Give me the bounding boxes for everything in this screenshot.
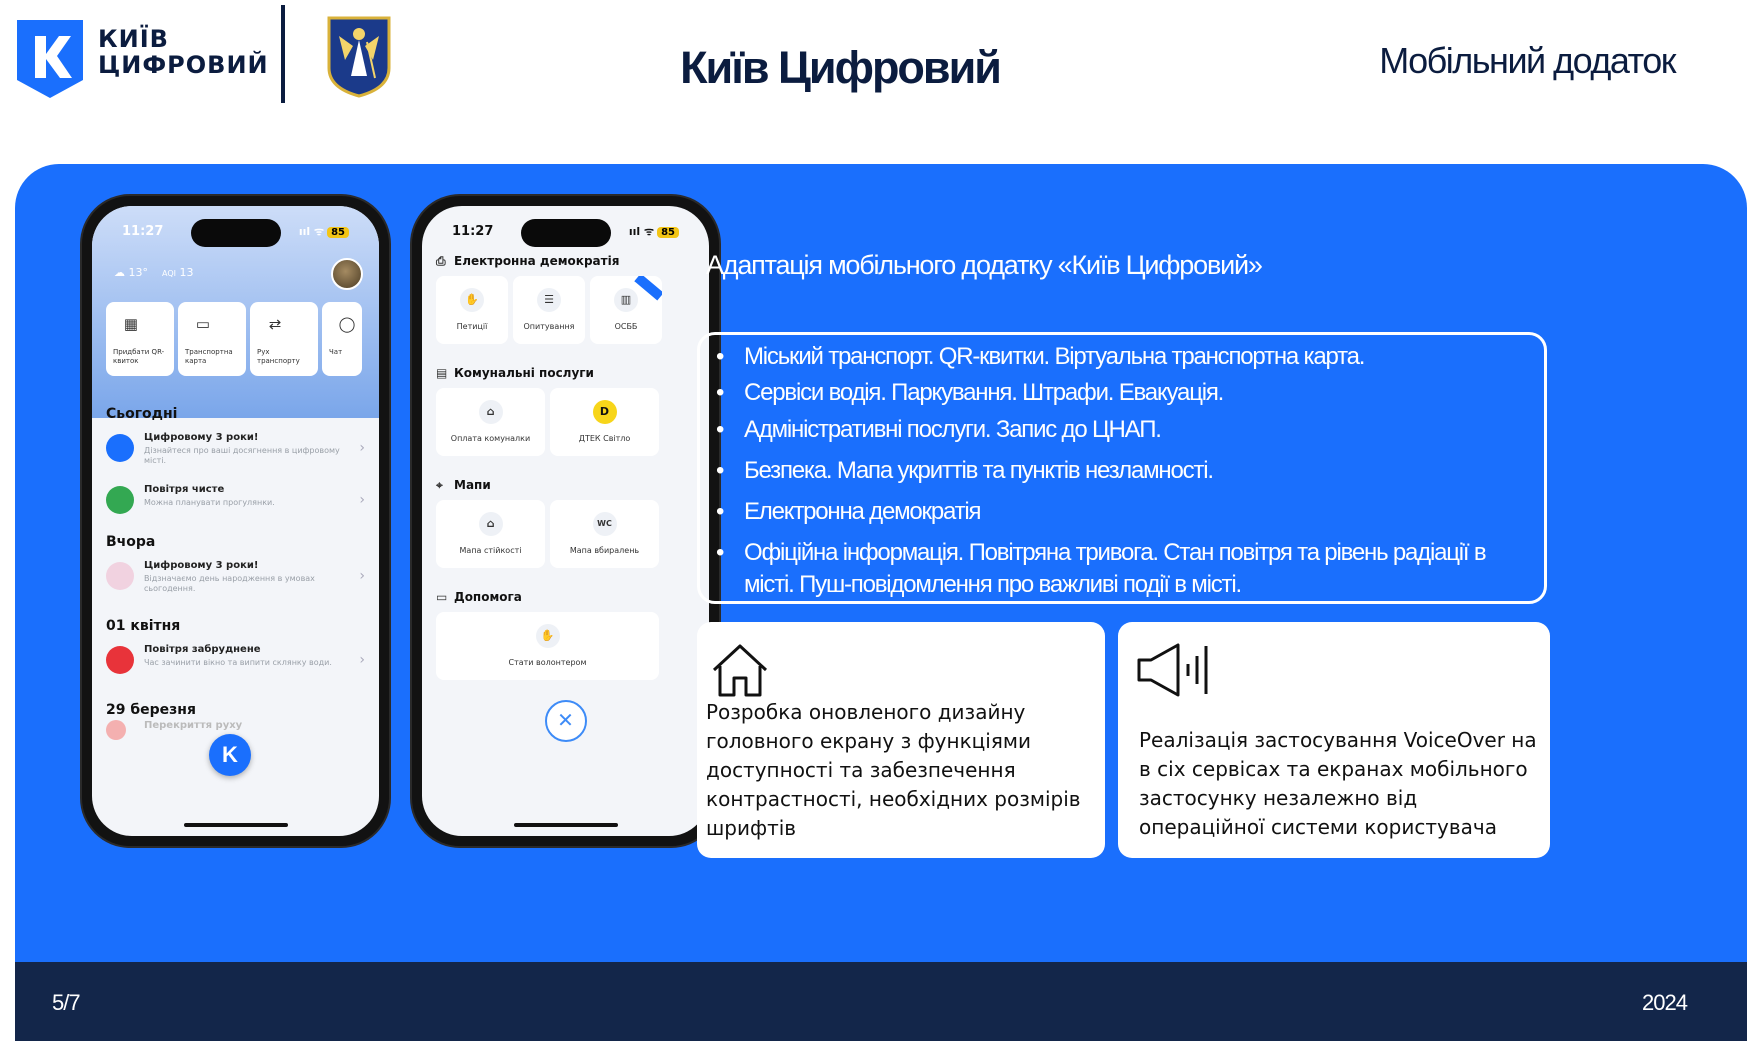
list-item[interactable] <box>106 642 365 694</box>
service-card-toilet-map[interactable] <box>550 500 659 568</box>
tile-label: Чат <box>329 348 343 356</box>
tile-transport-traffic[interactable] <box>250 302 318 376</box>
tile-label: Транспортна карта <box>185 348 233 365</box>
feature-list <box>712 341 1534 613</box>
kyiv-coat-of-arms-icon <box>327 16 391 98</box>
feature-item: • Офіційна інформація. Повітряна тривога. Стан повітря та рівень радіації в місті. Пуш-повідомлення про важливі події в місті. <box>712 537 1534 601</box>
section-heading <box>436 590 695 612</box>
item-subtitle: Відзначаємо день народження в умовах сьогодення. <box>144 574 315 593</box>
phone-home-screen <box>92 206 379 836</box>
section-heading <box>436 478 695 500</box>
kyiv-fab-button[interactable]: K <box>209 734 251 776</box>
fan-icon <box>106 486 134 514</box>
phone-home-mockup <box>82 196 389 846</box>
footer-bar <box>15 962 1747 1041</box>
item-subtitle: Дізнайтеся про ваші досягнення в цифровому місті. <box>144 446 340 465</box>
feature-item: • Адміністративні послуги. Запис до ЦНАП. <box>712 414 1534 446</box>
party-icon <box>106 562 134 590</box>
card-label: Стати волонтером <box>508 658 587 667</box>
battery-icon: 85 <box>327 227 349 238</box>
logo-text-line1: КИЇВ <box>98 25 169 53</box>
home-icon: ⌂ <box>479 400 503 424</box>
status-icons <box>629 224 679 239</box>
logo-text <box>98 26 269 78</box>
fan-icon <box>106 646 134 674</box>
service-card-polls[interactable] <box>513 276 585 344</box>
chevron-right-icon: › <box>359 568 365 584</box>
card-label: Мапа стійкості <box>459 546 522 555</box>
tile-label: Рух транспорту <box>257 348 300 365</box>
house-icon <box>710 642 770 698</box>
speaker-icon <box>1136 642 1212 698</box>
section-e-democracy <box>436 254 695 344</box>
signal-wifi-icon: ııl ᯤ <box>628 225 655 238</box>
aqi-value: 13 <box>179 266 194 279</box>
card-label: ОСББ <box>614 322 638 331</box>
design-card <box>697 622 1105 858</box>
service-card-dtek[interactable] <box>550 388 659 456</box>
qr-icon: ▦ <box>123 316 139 333</box>
feed-heading: 29 березня <box>106 702 196 718</box>
status-icons <box>299 224 349 239</box>
adaptation-title: Адаптація мобільного додатку «Київ Цифровий» <box>706 250 1262 280</box>
card-label: ДТЕК Світло <box>578 434 631 443</box>
card-row <box>436 276 695 344</box>
section-heading <box>436 254 695 276</box>
service-card-volunteer[interactable] <box>436 612 659 680</box>
cloud-icon: ☁ <box>114 266 125 279</box>
section-help <box>436 590 695 680</box>
slide-title: Київ Цифровий <box>680 42 1000 93</box>
chevron-right-icon: › <box>359 652 365 668</box>
feature-item: • Сервіси водія. Паркування. Штрафи. Евакуація. <box>712 377 1534 409</box>
section-maps <box>436 478 695 568</box>
footer-year: 2024 <box>1642 990 1687 1015</box>
feature-item: • Безпека. Мапа укриттів та пунктів незламності. <box>712 455 1534 487</box>
tile-chat[interactable] <box>322 302 362 376</box>
feature-item: • Електронна демократія <box>712 496 1534 528</box>
status-time: 11:27 <box>122 224 164 239</box>
tile-qr-ticket[interactable] <box>106 302 174 376</box>
service-card-osbb[interactable] <box>590 276 662 344</box>
battery-icon: 85 <box>657 227 679 238</box>
status-time: 11:27 <box>452 224 494 239</box>
weather-temp: 13° <box>128 266 148 279</box>
voiceover-card-text: Реалізація застосування VoiceOver на в сіх сервісах та екранах мобільного застосунку незалежно від операційної системи користувача <box>1139 728 1537 839</box>
dtek-logo-icon: D <box>593 400 617 424</box>
aqi-label: AQI <box>162 269 176 278</box>
kyiv-logo-icon <box>106 434 134 462</box>
list-item[interactable] <box>106 558 365 610</box>
route-icon: ⇄ <box>268 316 282 333</box>
alert-icon <box>106 720 126 740</box>
page-number: 5/7 <box>52 990 80 1015</box>
chevron-right-icon: › <box>359 492 365 508</box>
chat-bubble-icon: ▭ <box>436 590 448 604</box>
kyiv-digital-logo-icon <box>15 18 85 100</box>
chevron-right-icon: › <box>359 440 365 456</box>
weather-widget[interactable] <box>114 266 194 279</box>
feed-heading: 01 квітня <box>106 618 181 634</box>
quick-tiles <box>106 302 366 376</box>
list-item[interactable] <box>106 430 365 474</box>
item-title: Повітря забруднене <box>144 644 261 655</box>
tile-label: Придбати QR-квиток <box>113 348 165 365</box>
shelter-icon: ⌂ <box>479 512 503 536</box>
signal-wifi-icon: ııl ᯤ <box>298 225 325 238</box>
building-icon: ▥ <box>614 288 638 312</box>
avatar[interactable] <box>331 258 363 290</box>
section-heading <box>436 366 695 388</box>
section-heading-label: Допомога <box>454 590 522 604</box>
voiceover-card <box>1118 622 1550 858</box>
feed-heading: Сьогодні <box>106 406 178 422</box>
item-title: Повітря чисте <box>144 484 225 495</box>
item-title: Перекриття руху <box>144 720 243 731</box>
section-heading-label: Комунальні послуги <box>454 366 594 380</box>
header-divider <box>281 5 285 103</box>
card-label: Мапа вбиралень <box>569 546 640 555</box>
phone-services-mockup <box>412 196 719 846</box>
card-label: Петиції <box>456 322 488 331</box>
section-utilities <box>436 366 695 456</box>
receipt-icon: ▤ <box>436 366 448 380</box>
home-indicator <box>184 823 288 827</box>
section-heading-label: Електронна демократія <box>454 254 620 268</box>
feature-list-box <box>697 332 1547 604</box>
design-card-text: Розробка оновленого дизайну головного екрану з функціями доступності та забезпечення контрастності, необхідних розмірів шрифтів <box>706 700 1081 840</box>
card-row <box>436 388 695 456</box>
service-card-resilience-map[interactable] <box>436 500 545 568</box>
notification-feed <box>106 406 365 754</box>
service-card-utilities-payment[interactable] <box>436 388 545 456</box>
hand-icon: ✋ <box>460 288 484 312</box>
feed-heading: Вчора <box>106 534 156 550</box>
feature-item: • Міський транспорт. QR-квитки. Віртуальна транспортна карта. <box>712 341 1534 373</box>
status-bar <box>92 224 379 244</box>
poll-icon: ☰ <box>537 288 561 312</box>
item-subtitle: Час зачинити вікно та випити склянку води. <box>144 658 332 667</box>
item-title: Цифровому 3 роки! <box>144 560 259 571</box>
wc-icon: WC <box>593 512 617 536</box>
item-subtitle: Можна планувати прогулянки. <box>144 498 275 507</box>
close-button[interactable]: ✕ <box>545 700 587 742</box>
ballot-icon: ⎙ <box>436 254 446 268</box>
logo-text-line2: ЦИФРОВИЙ <box>98 51 269 79</box>
new-ribbon <box>634 276 662 300</box>
section-heading-label: Мапи <box>454 478 491 492</box>
card-label: Оплата комуналки <box>450 434 531 443</box>
phone-services-screen <box>422 206 709 836</box>
item-title: Цифровому 3 роки! <box>144 432 259 443</box>
card-row <box>436 612 695 680</box>
slide-subtitle: Мобільний додаток <box>1379 40 1675 81</box>
card-row <box>436 500 695 568</box>
home-indicator <box>514 823 618 827</box>
status-bar <box>422 224 709 244</box>
chat-icon: ◯ <box>338 316 356 333</box>
service-card-petitions[interactable] <box>436 276 508 344</box>
tile-transport-card[interactable] <box>178 302 246 376</box>
card-icon: ▭ <box>195 316 211 333</box>
card-label: Опитування <box>523 322 575 331</box>
helping-hand-icon: ✋ <box>536 624 560 648</box>
list-item[interactable] <box>106 482 365 526</box>
map-pin-icon: ⌖ <box>436 478 443 492</box>
